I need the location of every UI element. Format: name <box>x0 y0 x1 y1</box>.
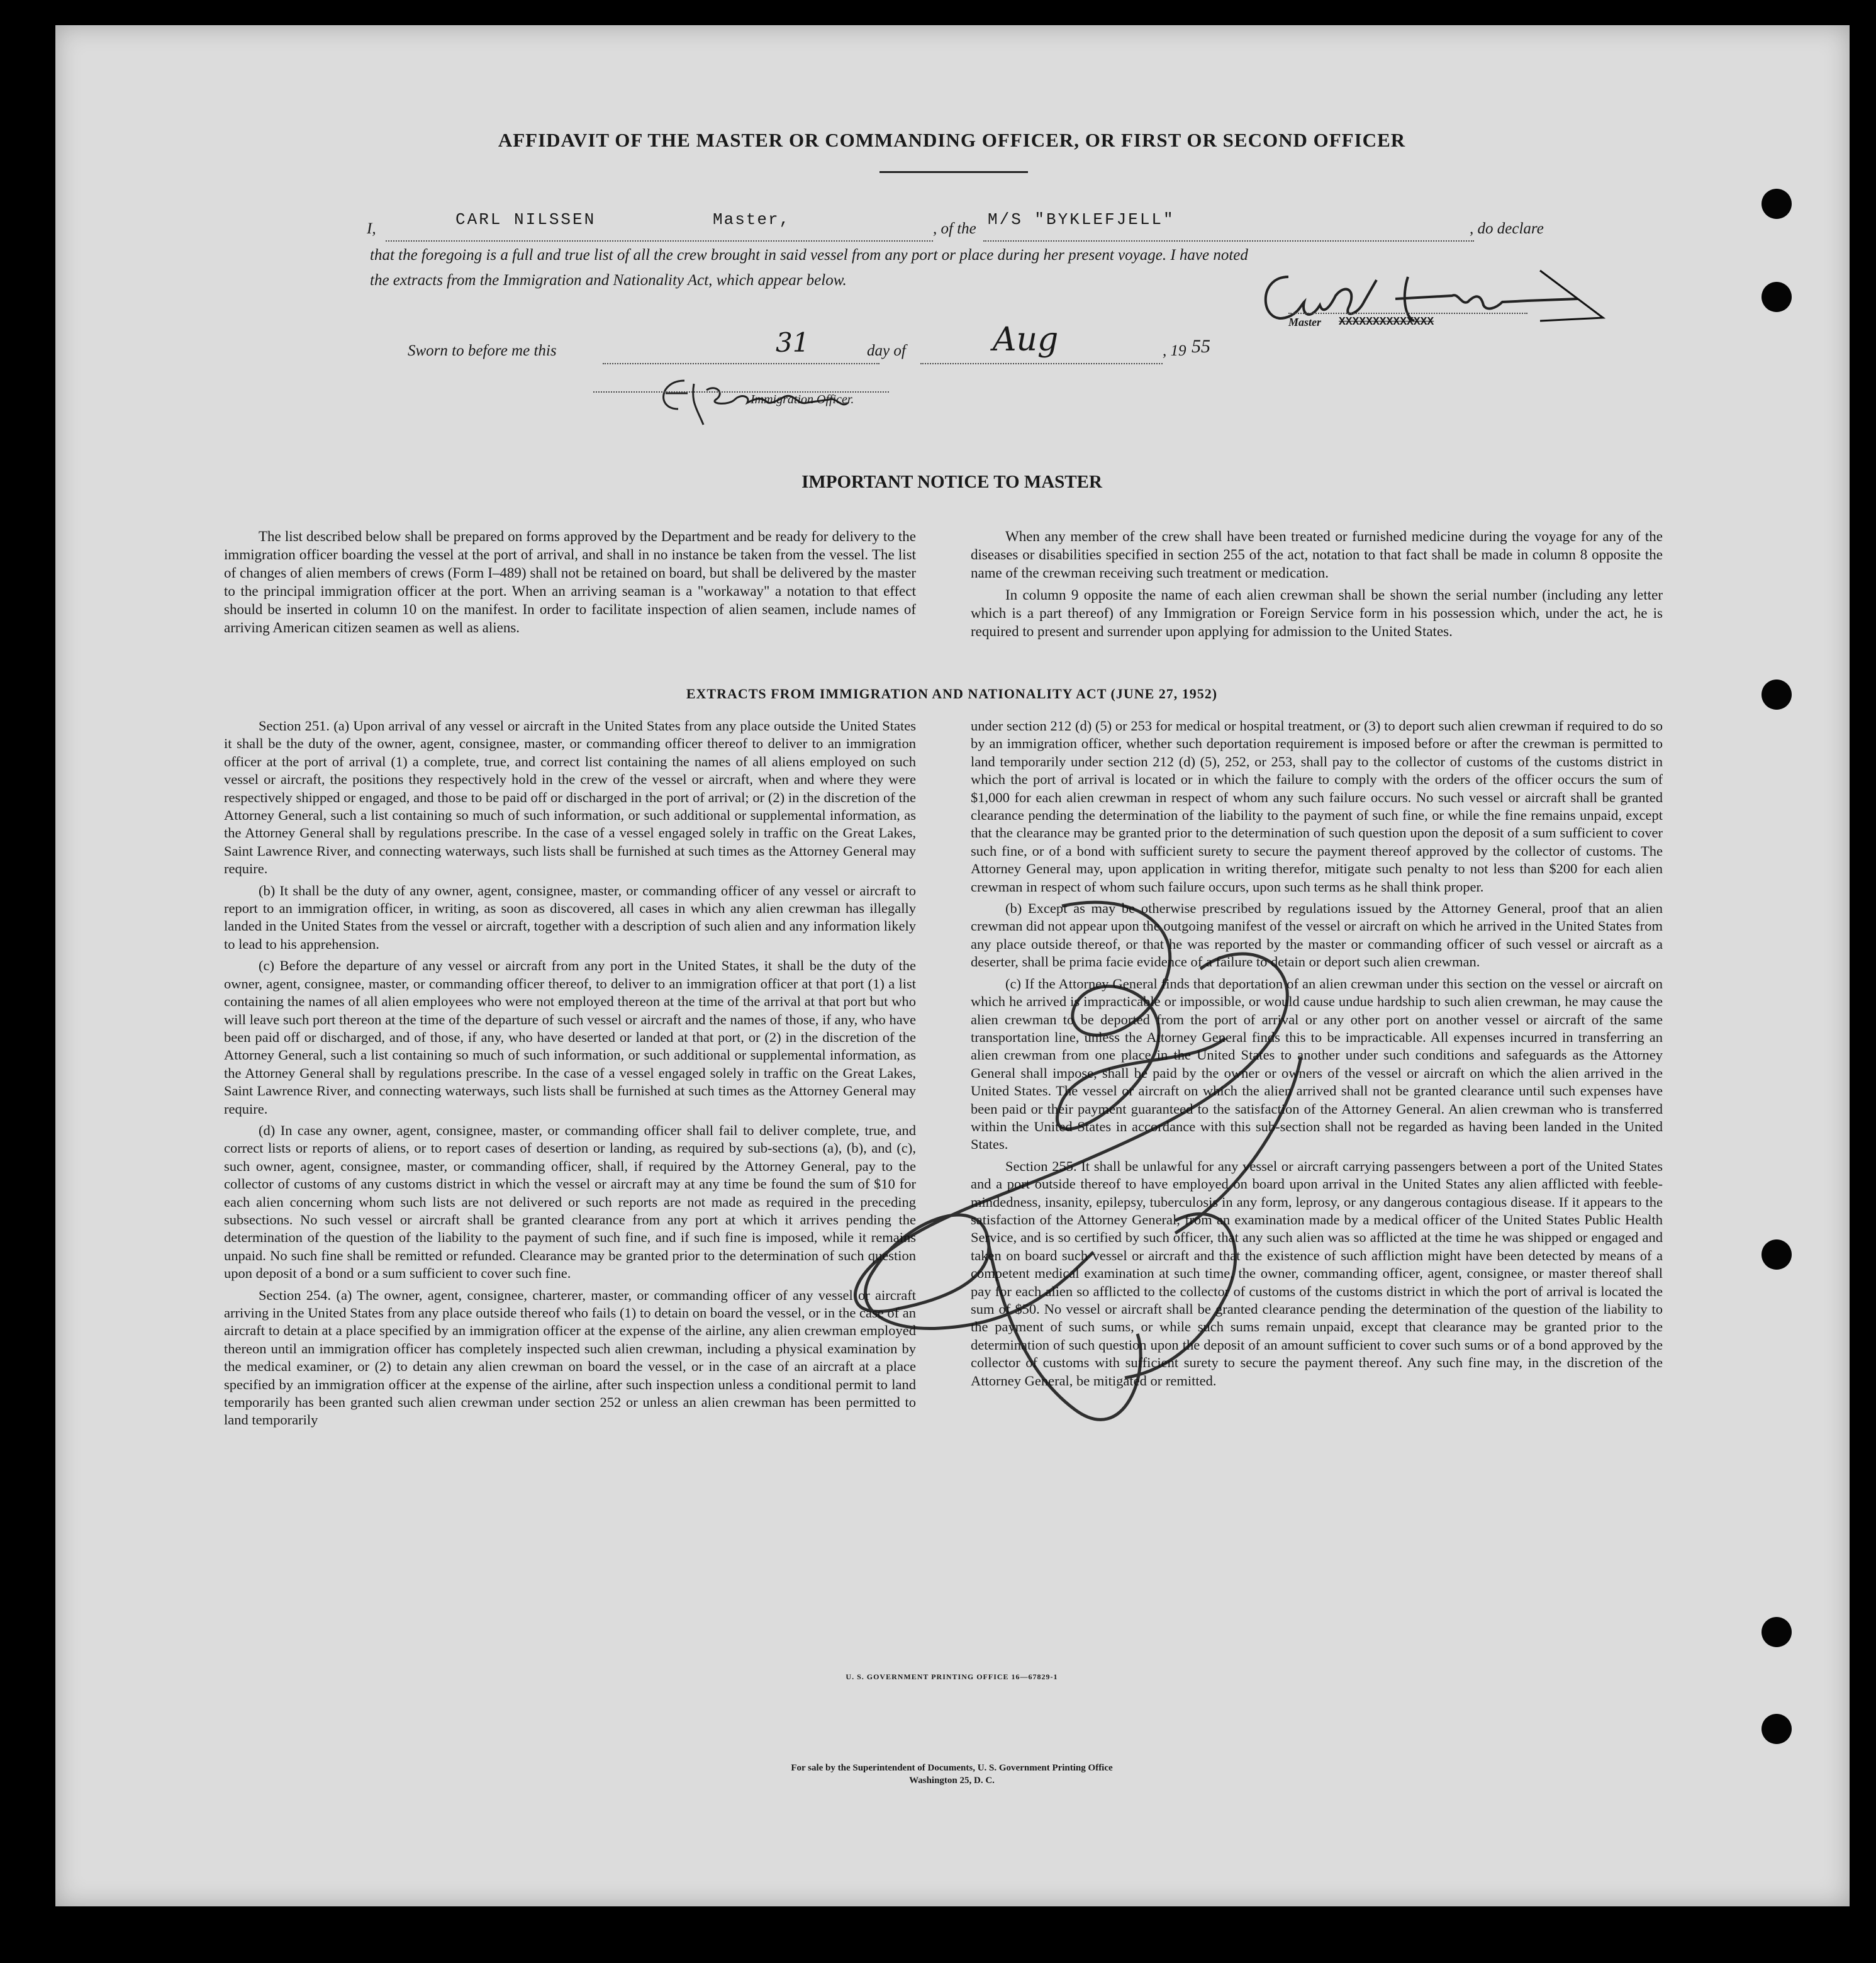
affidavit-title: AFFIDAVIT OF THE MASTER OR COMMANDING OFFICER, OR FIRST OR SECOND OFFICER <box>498 129 1406 151</box>
binder-hole <box>1762 1714 1792 1744</box>
section-251-c: (c) Before the departure of any vessel or aircraft from any port in the United States, it shall be the duty of the owner, agent, consignee, master, or commanding officer thereof, to deliver to an immigration officer at that port (1) a list containing the names of all alien employees who were not employed thereon at the time of the arrival at that port but who will leave such port thereon at the time of the departure of such vessel or aircraft and the names of those, if any, who have been paid off or discharged, and of those, if any, who have deserted or landed at that port, or (2) in the discretion of the Attorney General, such a list containing so much of such information, or such additional or supplemental information, as the Attorney General shall by regulations prescribe. In the case of a vessel engaged solely in traffic on the Great Lakes, Saint Lawrence River, and connecting waterways, such lists shall be furnished at such times as the Attorney General may require. <box>224 958 916 1117</box>
notice-left-paragraph: The list described below shall be prepared on forms approved by the Department and be ready for delivery to the immigration officer boarding the vessel at the port of arrival, and shall in no instance be taken from the vessel. The list of changes of alien members of crews (Form I–489) shall not be retained on board, but shall be delivered by the master to the principal immigration officer at the port. When an arriving seaman is a "workaway" a notation to that effect should be inserted in column 10 on the manifest. In order to facilitate inspection of alien seamen, include names of arriving American citizen seamen as well as aliens. <box>224 528 916 635</box>
binder-hole <box>1762 1239 1792 1270</box>
officer-signature-label: Immigration Officer. <box>751 393 854 406</box>
binder-hole <box>1762 680 1792 710</box>
handwritten-scrawl <box>798 893 1490 1523</box>
do-declare-label: , do declare <box>1470 220 1544 237</box>
master-rank: Master, <box>713 210 791 229</box>
footer <box>244 1762 1660 1787</box>
notice-right-paragraph-2: In column 9 opposite the name of each alien crewman shall be shown the serial number (including any letter which is a part thereof) of any Immigration or Foreign Service form in his possession which, under the act, he is required to present and surrender upon applying for admission to the United States. <box>971 587 1663 639</box>
sworn-label: Sworn to before me this <box>408 342 557 359</box>
notice-title: IMPORTANT NOTICE TO MASTER <box>801 472 1102 492</box>
binder-hole <box>1762 1617 1792 1647</box>
section-255: Section 255. It shall be unlawful for any vessel or aircraft carrying passengers between a port of the United States and a port outside thereof to have employed on board upon arrival in the United States any alien afflicted with feeble-mindedness, insanity, epilepsy, tuberculosis in any form, leprosy, or any dangerous contagious disease. If it appears to the satisfaction of the Attorney General, from an examination made by a medical officer of the United States Public Health Service, and is so certified by such officer, that any such alien was so afflicted at the time he was shipped or engaged and taken on board such vessel or aircraft and that the existence of such affliction might have been detected by means of a competent medical examination at such time, the owner, commanding officer, agent, consignee, or master thereof shall pay for each alien so afflicted to the collector of customs of the customs district in which the port of arrival is located the sum of $50. No vessel or aircraft shall be granted clearance pending the determination of the question of the liability to the payment of such sums, or while such sums remain unpaid, except that clearance may be granted prior to the determination of such question upon the deposit of an amount sufficient to cover such sums or of a bond approved by the collector of customs with sufficient surety to secure the payment thereof. Any such fine may, in the discretion of the Attorney General, be mitigated or remitted. <box>971 1158 1663 1389</box>
extracts-title: EXTRACTS FROM IMMIGRATION AND NATIONALITY ACT (JUNE 27, 1952) <box>686 686 1218 702</box>
declaration-statement-1: that the foregoing is a full and true list of all the crew brought in said vessel from any port or place during her present voyage. I have noted <box>370 247 1248 264</box>
section-251-d: (d) In case any owner, agent, consignee, master, or commanding officer shall fail to deliver complete, true, and correct lists or reports of aliens, or to report cases of desertion or landing, as required by sub-sections (a), (b), and (c), such owner, agent, consignee, master, or commanding officer, shall, if required by the Attorney General, pay to the collector of customs of any customs district in which the vessel or aircraft may at any time be found the sum of $10 for each alien concerning whom such lists are not delivered or such reports are not made as required in the preceding subsections. No such vessel or aircraft shall be granted clearance from any port at which it arrives pending the determination of the question of the liability to the payment of such fine, and if such fine is imposed, while it remains unpaid. No such fine shall be remitted or refunded. Clearance may be granted prior to the determination of such question upon deposit of a bond or a sum sufficient to cover such fine. <box>224 1122 916 1282</box>
footer-line-1: For sale by the Superintendent of Documents, U. S. Government Printing Office <box>791 1763 1113 1773</box>
year-prefix: , 19 <box>1163 342 1186 359</box>
master-signature <box>1251 258 1641 352</box>
day-of-label: day of <box>867 342 906 359</box>
section-251-a: Section 251. (a) Upon arrival of any vessel or aircraft in the United States from any place outside the United States it shall be the duty of the owner, agent, consignee, master, or commanding officer thereof to deliver to an immigration officer at the port of arrival (1) a complete, true, and correct list containing the names of all aliens employed on such vessel or aircraft, the positions they respectively hold in the crew of the vessel or aircraft, when and where they were respectively shipped or engaged, and those to be paid off or discharged in the port of arrival; or (2) in the discretion of the Attorney General, such a list containing so much of such information, or such additional or supplemental information, as the Attorney General shall by regulations prescribe. In the case of a vessel engaged solely in traffic on the Great Lakes, Saint Lawrence River, and connecting waterways, such lists shall be furnished at such times as the Attorney General may require. <box>224 718 916 877</box>
binder-hole <box>1762 282 1792 312</box>
master-signature-label: Master <box>1288 316 1322 328</box>
i-label: I, <box>367 220 376 237</box>
section-254-c: (c) If the Attorney General finds that deportation of an alien crewman under this section on the vessel or aircraft on which he arrived is impracticable or impossible, or would cause undue hardship to such alien crewman, he may cause the alien crewman to be deported from the port of arrival or any other port on another vessel or aircraft of the same transportation line, unless the Attorney General finds this to be impracticable. All expenses incurred in transferring an alien crewman from one place in the United States to another under such conditions and safeguards as the Attorney General shall impose, shall be paid by the owner or owners of the vessel or aircraft on which the alien arrived in the United States. The vessel or aircraft on which the alien arrived shall not be granted clearance until such expenses have been paid or their payment guaranteed to the satisfaction of the Attorney General. An alien crewman who is transferred within the United States in accordance with this sub-section shall not be regarded as having been landed in the United States. <box>971 975 1663 1153</box>
master-name: CARL NILSSEN <box>455 210 596 229</box>
section-254-b: (b) Except as may be otherwise prescribed by regulations issued by the Attorney General, proof that an alien crewman did not appear upon the outgoing manifest of the vessel or aircraft on which he arrived in the United States from any place outside thereof, or that he was reported by the master or commanding officer of such vessel or aircraft as a deserter, shall be prima facie evidence of a failure to detain or deport such alien crewman. <box>971 900 1663 970</box>
struck-out-title: XXXXXXXXXXXXXX <box>1339 316 1434 328</box>
printing-office-line: U. S. GOVERNMENT PRINTING OFFICE 16—67829-1 <box>846 1672 1058 1681</box>
notice-right-column <box>971 527 1663 644</box>
binder-hole <box>1762 189 1792 219</box>
document-sheet <box>55 25 1850 1906</box>
section-254-a-continued: under section 212 (d) (5) or 253 for medical or hospital treatment, or (3) to deport such alien crewman if required to do so by an immigration officer, whether such deportation requirement is imposed before or after the crewman is permitted to land temporarily under section 212 (d) (5), 252, or 253, shall pay to the collector of customs of the customs district in which the port of arrival is located or in which the failure to comply with the orders of the officer occurs the sum of $1,000 for each alien crewman in respect of whom any such failure occurs. No such vessel or aircraft shall be granted clearance pending the determination of the liability to the payment of such fine, or while the fine remains unpaid, except that the clearance may be granted prior to the determination of such question upon the deposit of a sum sufficient to cover such fine, or of a bond with sufficient surety to secure the payment thereof approved by the collector of customs. The Attorney General may, upon application in writing therefor, mitigate such penalty to not less than $200 for each alien crewman in respect of whom such failure occurs, upon such terms as he shall think proper. <box>971 718 1663 895</box>
notice-right-paragraph-1: When any member of the crew shall have been treated or furnished medicine during the voyage for any of the diseases or disabilities specified in section 255 of the act, notation to that fact shall be made in column 8 opposite the name of the crewman receiving such treatment or medication. <box>971 528 1663 581</box>
title-underline <box>879 171 1028 173</box>
vessel-name: M/S "BYKLEFJELL" <box>988 210 1175 229</box>
sworn-day: 31 <box>776 327 810 358</box>
section-251-b: (b) It shall be the duty of any owner, agent, consignee, master, or commanding officer of any vessel or aircraft to report to an immigration officer, in writing, as soon as discovered, all cases in which any alien crewman has illegally landed in the United States from the vessel or aircraft, together with a description of such alien and any information likely to lead to his apprehension. <box>224 882 916 952</box>
master-signature-line <box>1288 311 1527 314</box>
notice-left-column <box>224 527 916 640</box>
sworn-month: Aug <box>993 321 1059 359</box>
day-field-line <box>603 337 879 364</box>
declaration-statement-2: the extracts from the Immigration and Nationality Act, which appear below. <box>370 272 847 289</box>
sworn-year: 55 <box>1192 336 1210 357</box>
section-254-a: Section 254. (a) The owner, agent, consignee, charterer, master, or commanding officer of any vessel or aircraft arriving in the United States from any place outside thereof who fails (1) to detain on board the vessel, or in the case of an aircraft to detain at a place specified by an immigration officer at the expense of the airline, any alien crewman employed thereon until an immigration officer has completely inspected such alien crewman, including a physical examination by the medical examiner, or (2) to detain any alien crewman on board the vessel, or in the case of an aircraft at a place specified by an immigration officer at the expense of the airline, after such inspection unless a conditional permit to land temporarily has been granted such alien crewman under section 252 or unless an alien crewman has been permitted to land temporarily <box>224 1287 916 1428</box>
footer-line-2: Washington 25, D. C. <box>909 1776 995 1786</box>
of-the-label: , of the <box>933 220 976 237</box>
